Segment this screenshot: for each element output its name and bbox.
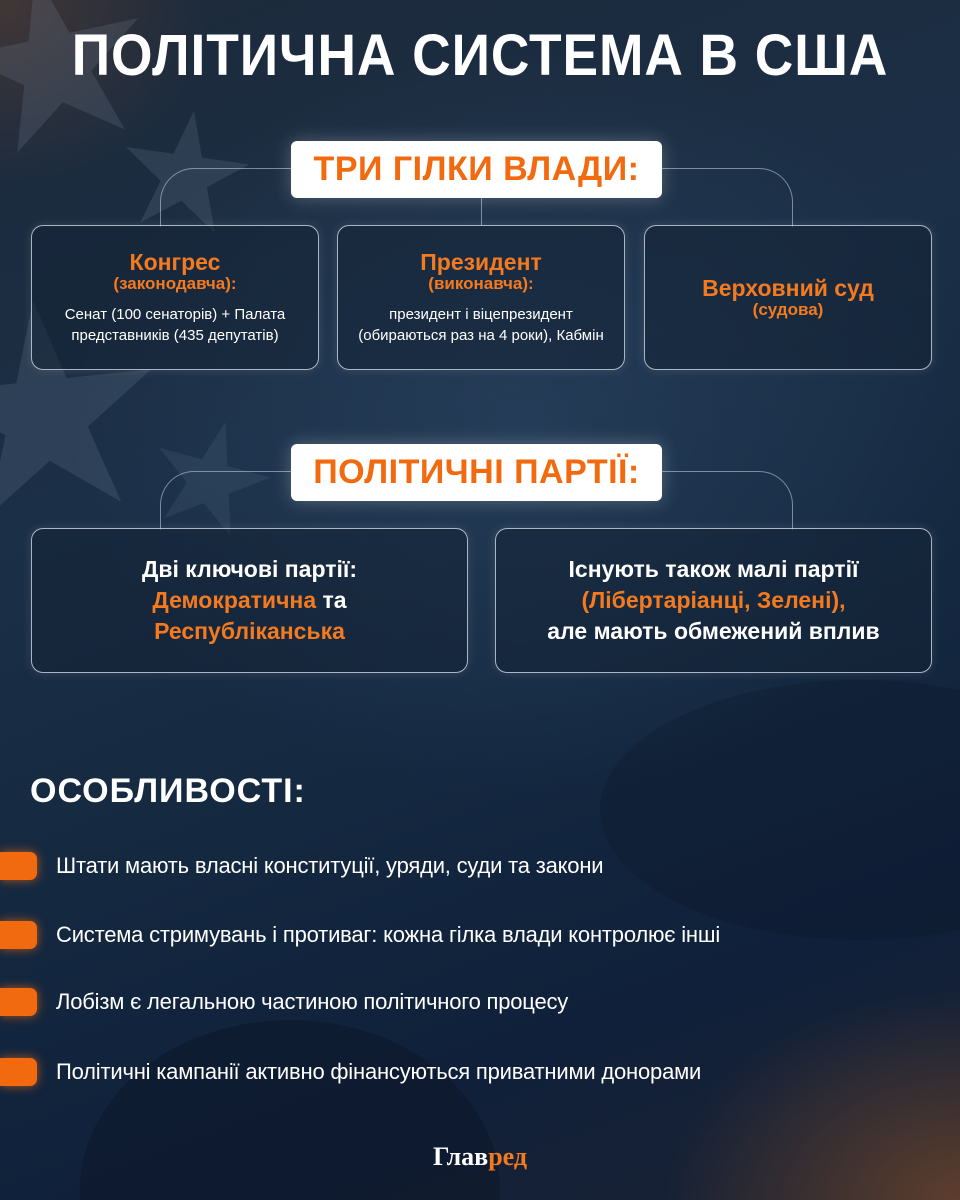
parties-connector-left <box>160 471 296 530</box>
branch-title: Конгрес <box>129 248 221 275</box>
glavred-logo <box>0 1142 960 1172</box>
minor-parties-text <box>547 554 879 647</box>
feature-item <box>0 1057 701 1087</box>
democratic-party: Демократична <box>152 587 317 613</box>
branches-connector-left <box>160 168 296 227</box>
parties-heading <box>291 444 662 501</box>
main-parties-text <box>142 554 357 647</box>
branch-description: президент і віцепрезидент (обираються раз на 4 роки), Кабмін <box>358 305 604 344</box>
feature-text: Лобізм є легальною частиною політичного процесу <box>56 989 569 1014</box>
feature-item <box>0 987 568 1017</box>
branches-heading-text: ТРИ ГІЛКИ ВЛАДИ: <box>313 150 640 188</box>
branch-subtitle: (законодавча): <box>113 273 237 293</box>
features-heading: ОСОБЛИВОСТІ: <box>30 772 306 810</box>
orange-bullet-icon <box>0 852 37 880</box>
main-parties-label: Дві ключові партії: <box>141 556 357 582</box>
branch-subtitle: (виконавча): <box>428 273 534 293</box>
branch-subtitle: (судова) <box>752 299 824 319</box>
branch-title: Верховний суд <box>702 274 874 301</box>
branch-title: Президент <box>420 248 542 275</box>
orange-bullet-icon <box>0 988 37 1016</box>
parties-heading-text: ПОЛІТИЧНІ ПАРТІЇ: <box>313 453 640 491</box>
branch-card-supreme-court <box>644 225 932 370</box>
logo-orange-part: ред <box>488 1142 528 1171</box>
orange-bullet-icon <box>0 921 37 949</box>
parties-connector-right <box>662 471 793 530</box>
branches-connector-right <box>662 168 793 227</box>
page-title: ПОЛІТИЧНА СИСТЕМА В США <box>71 23 889 88</box>
feature-item <box>0 851 603 881</box>
flag-fold-shadow <box>600 680 960 940</box>
branch-card-congress <box>31 225 319 370</box>
party-card-minor <box>495 528 932 673</box>
feature-text: Політичні кампанії активно фінансуються приватними донорами <box>56 1059 702 1084</box>
feature-text: Штати мають власні конституції, уряди, суди та закони <box>56 853 604 878</box>
party-card-main <box>31 528 468 673</box>
minor-parties-label: Існують також малі партії <box>568 556 859 582</box>
branches-heading <box>291 141 662 198</box>
minor-parties-names: (Лібертаріанці, Зелені), <box>581 587 846 613</box>
republican-party: Республіканська <box>154 618 345 644</box>
orange-bullet-icon <box>0 1058 37 1086</box>
minor-parties-influence: але мають обмежений вплив <box>547 618 880 644</box>
and-connector: та <box>316 587 347 613</box>
feature-item <box>0 920 720 950</box>
branch-card-president <box>337 225 625 370</box>
feature-text: Система стримувань і противаг: кожна гілка влади контролює інші <box>56 922 721 947</box>
flag-fold-shadow <box>80 1020 500 1200</box>
logo-white-part: Глав <box>432 1142 489 1171</box>
branch-description: Сенат (100 сенаторів) + Палата представників (435 депутатів) <box>64 305 286 344</box>
branches-connector-center <box>481 195 482 225</box>
